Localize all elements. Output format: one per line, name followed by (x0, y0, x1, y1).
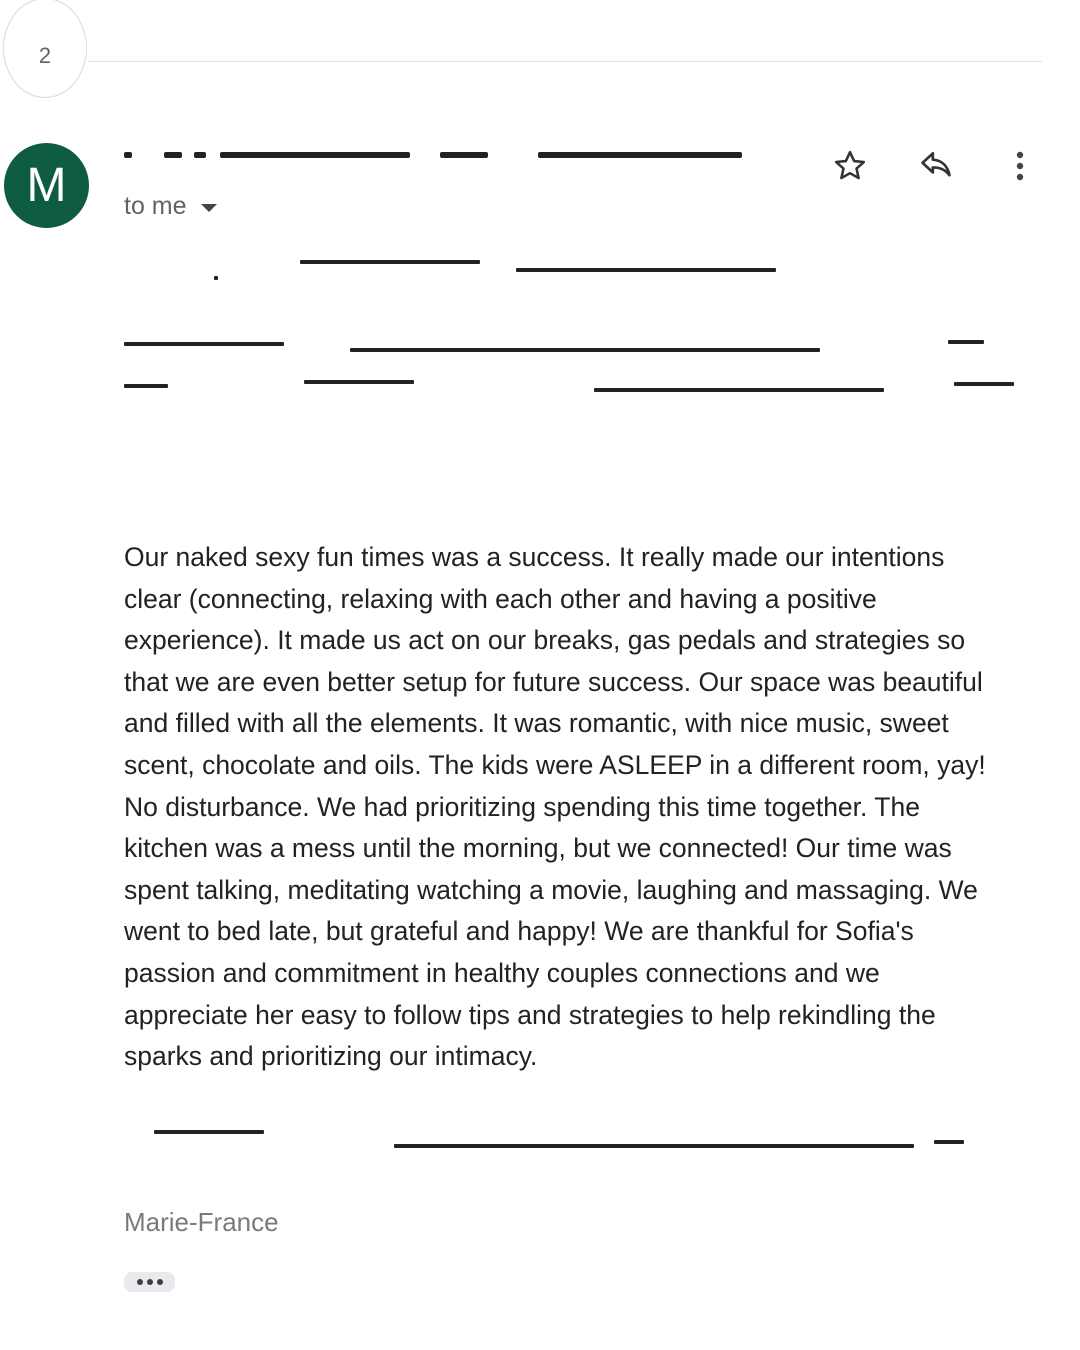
message-body-line: that we are even better setup for future success. Our space was beautiful (124, 666, 983, 697)
message-body-line: sparks and prioritizing our intimacy. (124, 1041, 538, 1072)
message-body-line: appreciate her easy to follow tips and strategies to help rekindling the (124, 999, 936, 1030)
redacted-line (124, 334, 1024, 364)
sender-line-redacted (124, 143, 764, 167)
collapsed-count-label: 2 (38, 43, 52, 68)
message-body-line: spent talking, meditating watching a movie, laughing and massaging. We (124, 874, 978, 905)
message-body-line: Our naked sexy fun times was a success. It really made our intentions (124, 542, 945, 572)
reply-icon[interactable] (916, 146, 956, 186)
more-horiz-icon[interactable] (124, 1272, 175, 1292)
recipient-label: to me (124, 192, 187, 220)
message-body-line: clear (connecting, relaxing with each other and having a positive (124, 583, 877, 614)
avatar[interactable] (4, 143, 89, 228)
caret-down-icon[interactable] (201, 204, 217, 212)
redacted-line (124, 1124, 1024, 1154)
message-body-line: and filled with all the elements. It was romantic, with nice music, sweet (124, 708, 949, 739)
message-body-line: scent, chocolate and oils. The kids were ASLEEP in a different room, yay! (124, 749, 986, 780)
thread-divider (88, 61, 1042, 62)
message-body-line: No disturbance. We had prioritizing spending this time together. The (124, 791, 920, 822)
more-vert-icon[interactable] (1000, 146, 1040, 186)
signature: Marie-France (124, 1207, 279, 1237)
message-body-line: passion and commitment in healthy couples connections and we (124, 957, 880, 988)
recipient-summary[interactable] (124, 192, 217, 221)
message-body-line: experience). It made us act on our breaks, gas pedals and strategies so (124, 625, 966, 656)
star-icon[interactable] (830, 146, 870, 186)
redacted-line (124, 372, 1024, 402)
avatar-letter: M (26, 159, 67, 212)
message-body (124, 537, 1049, 1078)
redacted-line (124, 252, 1024, 282)
message-body-line: went to bed late, but grateful and happy! We are thankful for Sofia's (124, 916, 914, 947)
message-body-line: kitchen was a mess until the morning, but we connected! Our time was (124, 833, 952, 864)
collapsed-messages-count[interactable] (3, 0, 87, 98)
